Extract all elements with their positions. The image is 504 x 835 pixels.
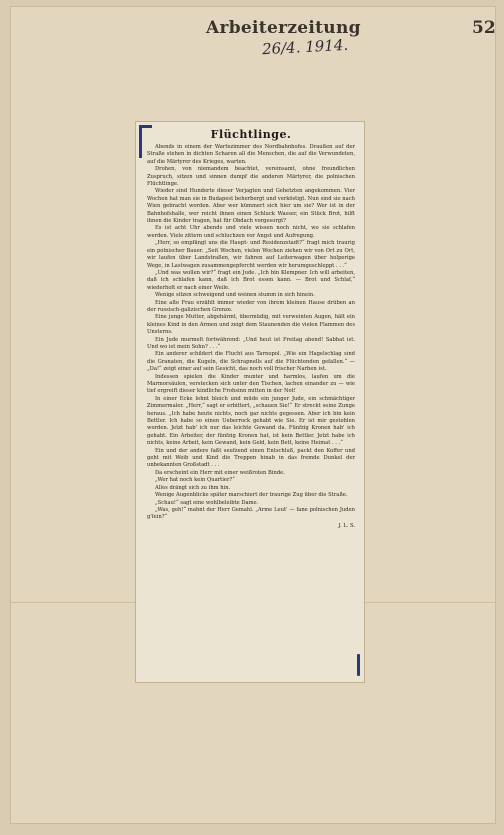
article-paragraph: Drohen, von niemandem beachtet, vereinsamt, ohne freundlichen Zuspruch, sitzen und sinnen dumpf die anderen Märtyrer, die polnischen Flüchtlinge. bbox=[147, 166, 355, 188]
article-paragraph: Wenige sitzen schweigend und weinen stumm in sich hinein. bbox=[155, 292, 315, 299]
article-paragraph: Wieder sind Hunderte dieser Verjagten und Gehetzten angekommen. Vier Wochen hat man sie in Budapest beherbergt und verköstigt. Nun sind sie nach Wien gebracht worden. Aber wer kümmert sich hier um sie? Wer ist in der Bahnhofshalle, wer reicht ihnen einen Schluck Wasser, ein Stück Brot, hilft ihnen die Kinder tragen, hat für Obdach vorgesorgt? bbox=[147, 188, 355, 225]
article-paragraph: Alles drängt sich zu ihm hin. bbox=[155, 484, 231, 491]
article-paragraph: „Schau!“ sagt eine wohlbeleibte Dame. bbox=[155, 499, 259, 506]
article-paragraph: Eine junge Mutter, abgehärmt, übermüdig, mit verweinten Augen, hält ein kleines Kind in den Armen und zeigt dem Staunenden die vielen Flammen des Unsterns. bbox=[147, 314, 355, 336]
article-paragraph: „Wer hat noch kein Quartier?“ bbox=[155, 477, 235, 484]
article-paragraph: Ein Jude murmelt fortwährend: „Und heut ist Freitag abend! Sabbat ist. Und wo ist mein Sohn? . . .“ bbox=[147, 336, 355, 350]
article-paragraph: „Was, geh!“ mahnt der Herr Gemahl. „Arme Leut' — fane polnischen Juden g'ſein?“ bbox=[147, 506, 355, 521]
article-paragraph: Wenige Augenblicke später marschiert der traurige Zug über die Straße. bbox=[155, 492, 348, 499]
handwritten-date: 26/4. 1914. bbox=[261, 35, 349, 59]
article-paragraph: Da erscheint ein Herr mit einer weißroten Binde. bbox=[155, 469, 285, 476]
article-paragraph: Es ist acht Uhr abends und viele wissen noch nicht, wo sie schlafen werden. Viele zittern und schluchzen vor Angst und Aufregung. bbox=[147, 225, 355, 239]
blue-pencil-mark-icon bbox=[357, 654, 360, 676]
article-paragraph: Indessen spielen die Kinder munter und harmlos, laufen um die Marmorsäulen, verstecken sich unter den Tischen, lachen einander zu — wie tief ergreift dieser kindliche Frohsinn mitten in der Not! bbox=[147, 373, 355, 395]
article-body bbox=[147, 144, 355, 529]
article-title: Flüchtlinge. bbox=[210, 128, 292, 141]
article-paragraph: Abends in einem der Wartezimmer des Nordbahnhofes. Draußen auf der Straße stehen in dichten Scharen all die Menschen, die auf die Verwundeten, auf die Märtyrer des Krieges, warten. bbox=[147, 144, 355, 165]
blue-pencil-bracket-icon bbox=[139, 125, 152, 158]
article-paragraph: „Und was wollen wir?“ fragt ein Jude. „Ich bin Klempner. Ich will arbeiten, daß ich schlafen kann, daß ich Brot essen kann. — Brot und Schlaf,“ wiederholt er nach einer Weile. bbox=[147, 269, 355, 291]
author-signature: J. L. S. bbox=[338, 522, 355, 529]
article-paragraph: Eine alte Frau erzählt immer wieder von ihrem kleinen Hause drüben an der russisch-galizischen Grenze. bbox=[147, 299, 355, 313]
article-paragraph: In einer Ecke lehnt bleich und müde ein junger Jude, ein schmächtiger Zimmermaler. „Herr,“ sagt er erbittert, „schauen Sie!“ Er streckt seine Zunge heraus. „Ich habe heute nichts, noch gar nichts gegessen. Aber ich bin kein Bettler. Ich habe so einen Ueberrock gehabt wie Sie. Er ist mir gestohlen worden. Jetzt hab' ich nur das leichte Gewand da. Fünfzig Kronen hab' ich gehabt. Ein Arbeiter, der fünfzig Kronen hat, ist kein Bettler. Jetzt habe ich nichts, keine Arbeit, kein Gewand, kein Geld, kein Bett, keine Heimat . . .“ bbox=[147, 395, 355, 447]
newspaper-clipping bbox=[135, 121, 365, 683]
article-paragraph: „Herr, so empfängt uns die Haupt- und Residenzstadt?“ fragt mich traurig ein polnischer Bauer. „Seit Wochen, vielen Wochen ziehen wir von Ort zu Ort, wir laufen über Landstraßen, wir fahren auf Leiterwagen über holperige Wege, in Lastwagen zusammengepfercht werden wir herumgeschleppt . . .“ bbox=[147, 240, 355, 269]
article-paragraph: Ein und der andere faßt seufzend einen Entschluß, packt den Koffer und geht mit Weib und Kind die Treppen hinab in das fremde Dunkel der unbekannten Großstadt . . . bbox=[147, 447, 355, 469]
article-paragraph: Ein anderer schildert die Flucht aus Tarnopol. „Wie ein Hagelschlag sind die Granaten, die Kugeln, die Schrapnells auf die Flüchtenden gefallen.“ — „Da!“ zeigt einer auf sein Gesicht, das noch voll frischer Narben ist. bbox=[147, 351, 355, 373]
newspaper-masthead: Arbeiterzeitung bbox=[206, 18, 361, 38]
page-number: 52 bbox=[472, 18, 496, 38]
